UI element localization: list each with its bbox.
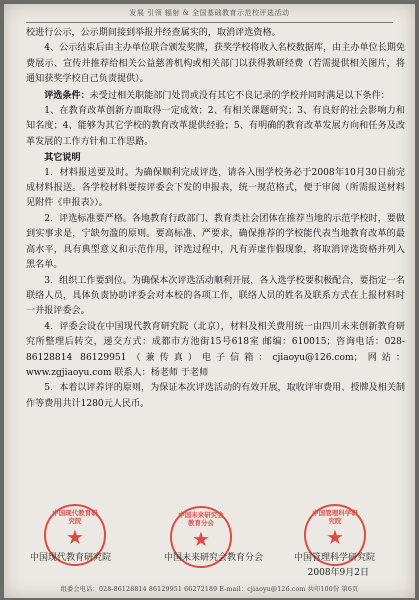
note-item-4: 4．评委会设在中国现代教育研究院（北京），材料及相关费用统一由四川未来创新教育研究所整理后转交，递交方式：成都市方池街15号618室 邮编：610015；咨询电话：028-86128814 86129951（兼传真）电子信箱：cjiaoyu@126.com；网站：www.zgjiaoyu.com 联系人：杨老师 于老师 [26,321,405,378]
document-body [26,26,405,412]
criteria-label: 评选条件： [44,89,90,101]
note-item-3: 3．组织工作要到位。为确保本次评选活动顺利开展，各入选学校要积极配合，要指定一名联络人员，具体负责协助评委会对本校的各项工作，联络人员的姓名及联系方式在上报材料时一并报评委会。 [26,275,405,317]
paragraph-award: 4、公示结束后由主办单位联合颁发奖牌，获奖学校将收入名校数据库，由主办单位长期免费展示、宣传并推荐给相关公益慈善机构或相关部门以获得教研经费（若需提供相关图片，将通知获奖学校自己负责提供）。 [26,43,405,85]
section-title: 其它说明 [44,152,81,164]
red-star-icon: ★ [192,527,210,551]
paragraph-criteria [26,88,405,104]
seal-2-text: 中国未来研究会教育分会 [178,511,224,527]
paragraph-conditions: 1、在教育改革创新方面取得一定成效；2、有相关课题研究；3、有良好的社会影响力和知名度；4、能够为其它学校的教育改革提供经验；5、有明确的教育改革发展方向和任务及改革发展的工作方针和工作思路。 [26,106,405,147]
red-star-icon: ★ [326,525,344,549]
criteria-text: 未受过相关职能部门处罚或没有其它不良记录的学校并同时满足以下条件： [89,90,390,101]
seal-3-text: 中国管理科学研究院 [312,509,358,525]
seal-1-text: 中国现代教育研究院 [52,509,98,525]
note-item-2: 2．评选标准要严格。各地教育行政部门、教育类社会团体在推荐当地的示范学校时，要做到实事求是，宁缺勿滥的原则。要高标准、严要求，确保推荐的学校能代表当地教育改革的最高水平，具有典型意义和示范作用，评选过程中，凡有弄虚作假现象，将取消评选资格并列入黑名单。 [26,213,405,271]
note-item-1: 1．材料报送要及时。为确保顺利完成评选，请各入围学校务必于2008年10月30日前完成材料报送。各学校材料要按评委会下发的申报表，统一规范格式，便于审阅（所需报送材料见附件《申报表》）。 [26,167,405,209]
header-text: 发展 引领 辐射 & 全国基础教育示范校评选活动 [129,9,290,17]
signer-1: 中国现代教育研究院 [30,553,112,563]
page-header [4,8,415,24]
note-item-5: 5．本着以评养评的原则，为保证本次评选活动的有效开展，取收评审费用、授牌及相关制作等费用共计1280元人民币。 [26,383,405,409]
paragraph-continuation: 校进行公示，公示期间接到举报并经查属实的，取消评选资格。 [26,28,281,38]
signer-3: 中国管理科学研究院 [294,553,376,563]
red-star-icon: ★ [66,525,84,549]
page-footer: 组委会电话：028-86128814 86129951 66272189 E-mail：cjiaoyu@126.com 共印100份 第6页 [60,586,359,593]
header-rule [26,22,393,23]
signer-2: 中国未来研究会教育分会 [164,553,264,563]
document-page [4,4,415,598]
document-date: 2008年9月2日 [307,568,369,578]
